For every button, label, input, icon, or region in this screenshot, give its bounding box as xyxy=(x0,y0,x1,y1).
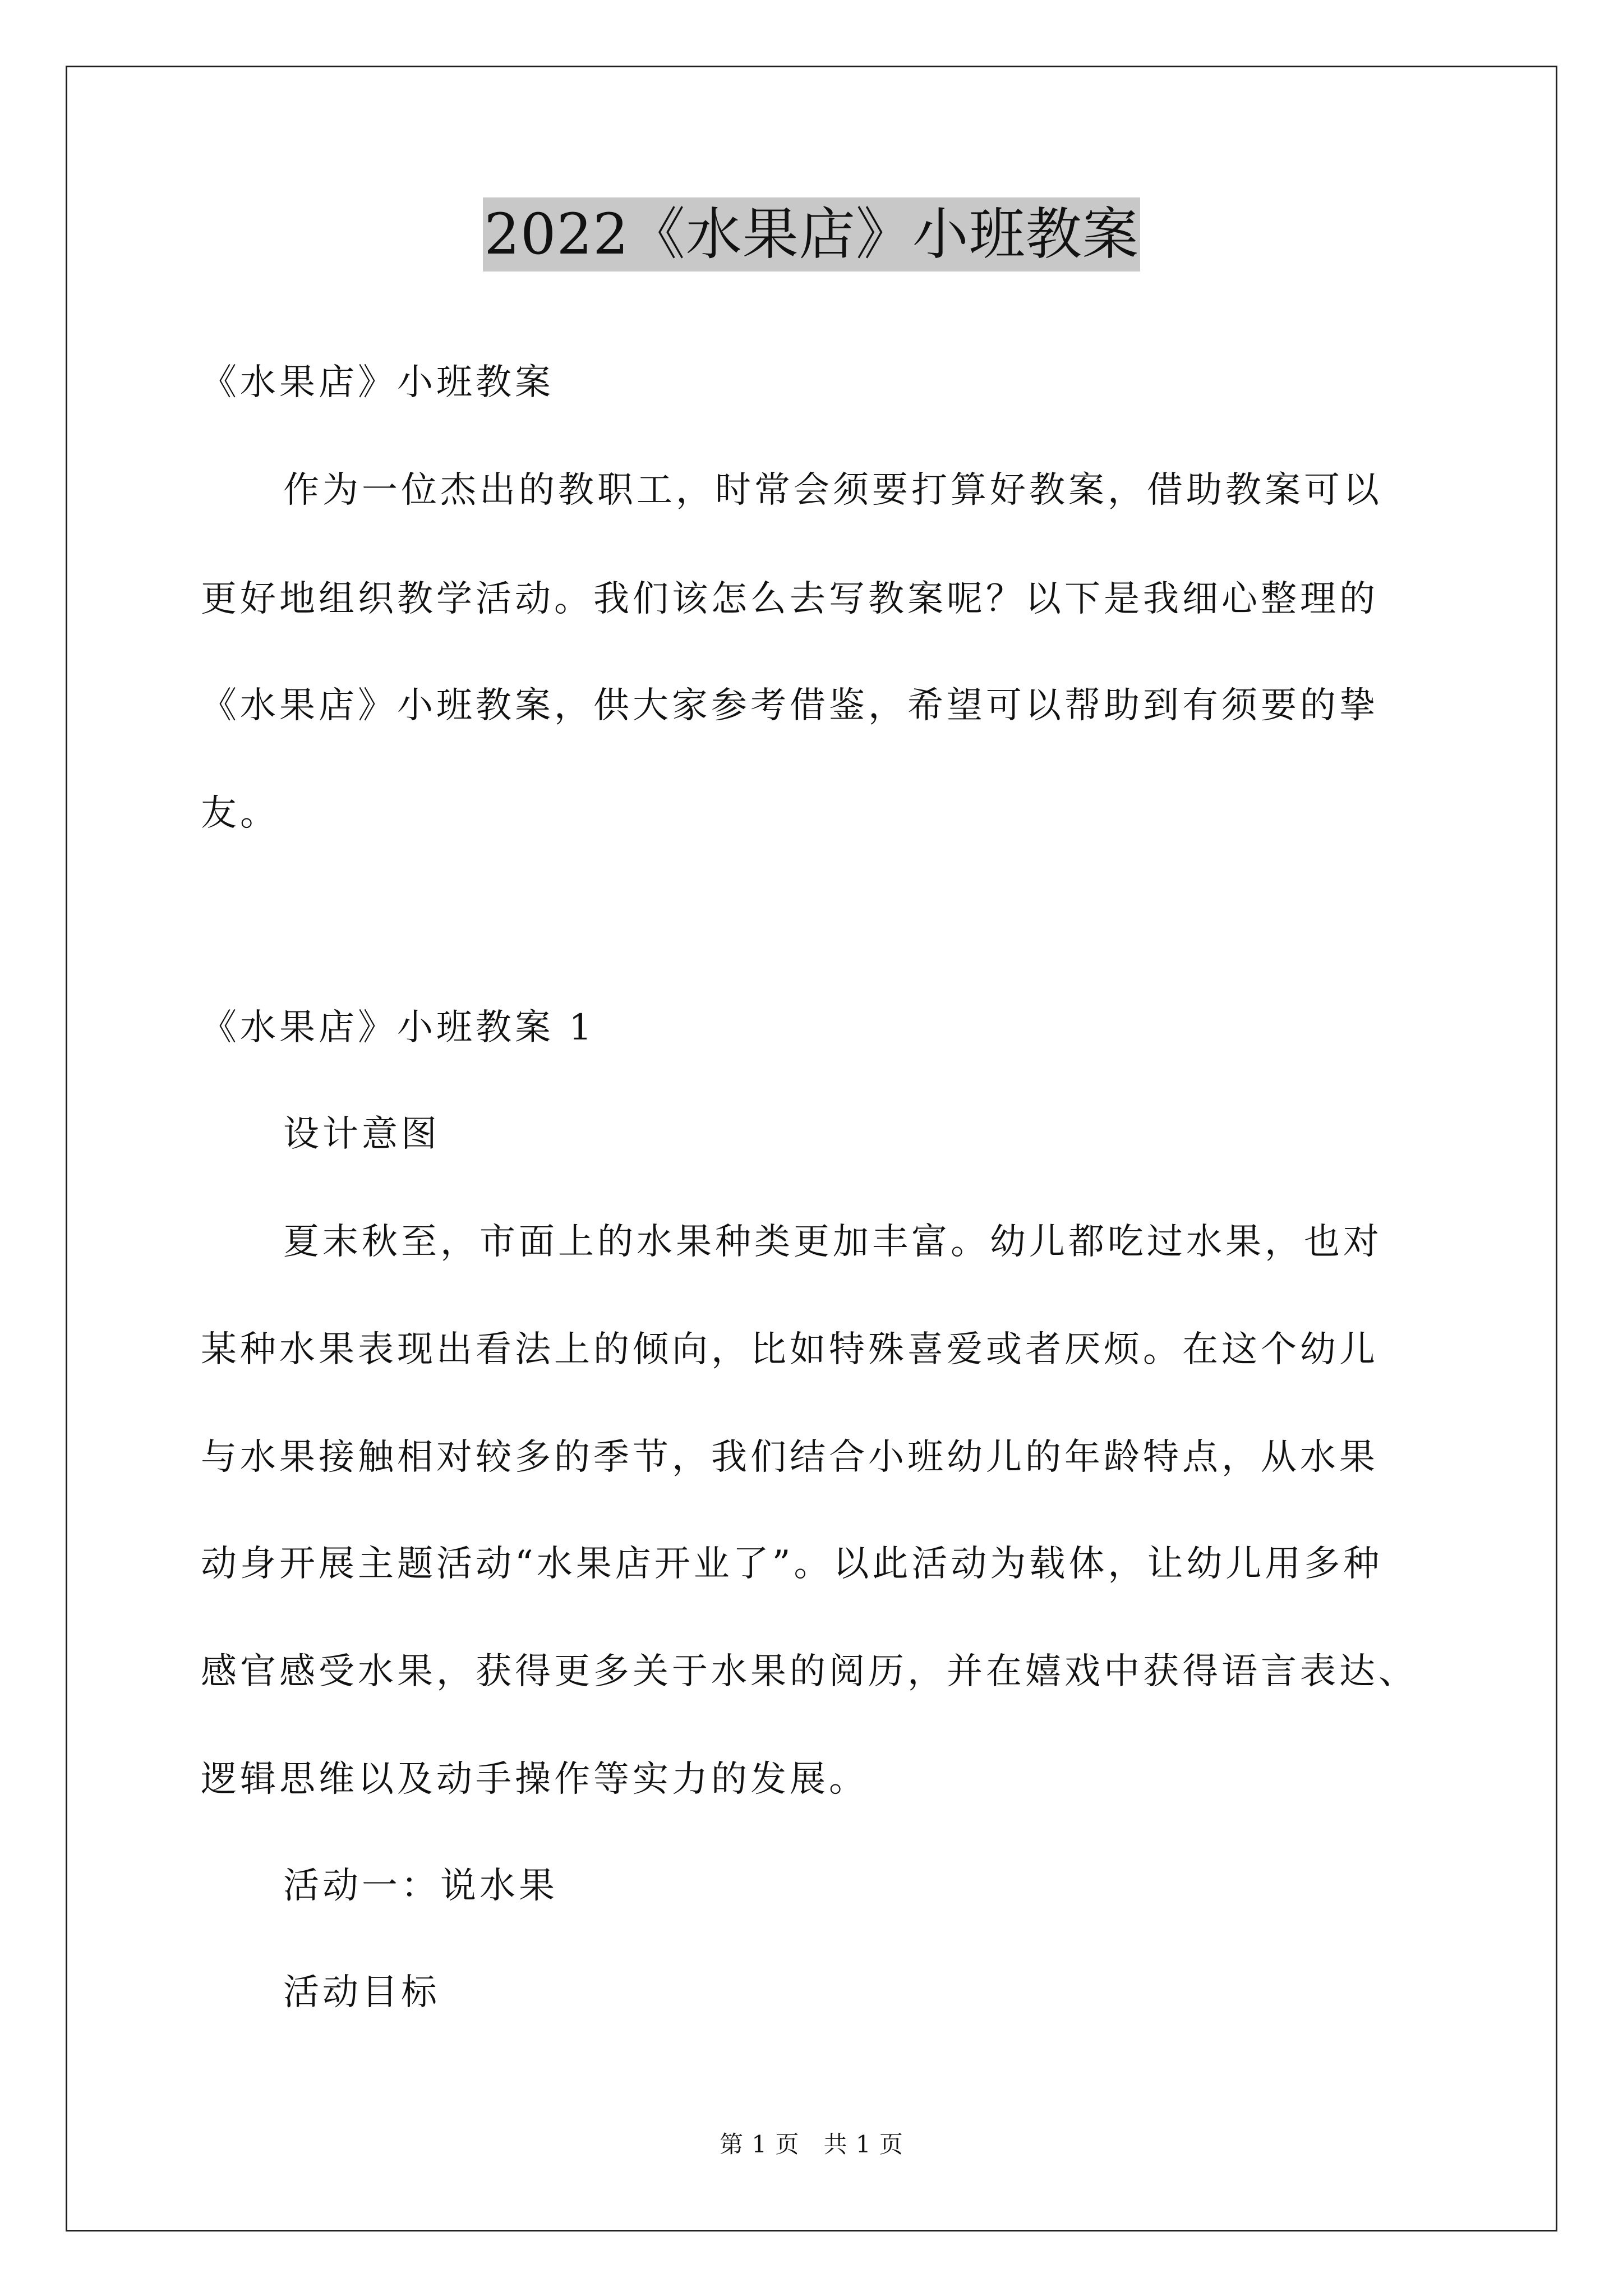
design-line-1: 夏末秋至，市面上的水果种类更加丰富。幼儿都吃过水果，也对 xyxy=(283,1221,1382,1263)
intro-line-3: 《水果店》小班教案，供大家参考借鉴，希望可以帮助到有须要的挚 xyxy=(201,685,1378,726)
subtitle: 《水果店》小班教案 xyxy=(201,362,554,403)
design-line-5: 感官感受水果，获得更多关于水果的阅历，并在嬉戏中获得语言表达、 xyxy=(201,1651,1418,1692)
activity-heading: 活动一：说水果 xyxy=(283,1865,558,1907)
intro-line-2: 更好地组织教学活动。我们该怎么去写教案呢？以下是我细心整理的 xyxy=(201,578,1378,620)
design-heading: 设计意图 xyxy=(283,1114,440,1155)
section-heading: 《水果店》小班教案 1 xyxy=(201,1007,596,1048)
goal-heading: 活动目标 xyxy=(283,1972,440,2013)
design-line-3: 与水果接触相对较多的季节，我们结合小班幼儿的年龄特点，从水果 xyxy=(201,1437,1378,1478)
design-line-6: 逻辑思维以及动手操作等实力的发展。 xyxy=(201,1759,868,1800)
title-block xyxy=(0,197,1623,272)
design-line-4: 动身开展主题活动“水果店开业了”。以此活动为载体，让幼儿用多种 xyxy=(201,1543,1383,1585)
design-line-2: 某种水果表现出看法上的倾向，比如特殊喜爱或者厌烦。在这个幼儿 xyxy=(201,1329,1378,1370)
document-title: 2022《水果店》小班教案 xyxy=(483,197,1140,272)
page-footer: 第 1 页 共 1 页 xyxy=(720,2131,903,2158)
intro-line-4: 友。 xyxy=(201,793,279,834)
intro-line-1: 作为一位杰出的教职工，时常会须要打算好教案，借助教案可以 xyxy=(283,470,1382,511)
